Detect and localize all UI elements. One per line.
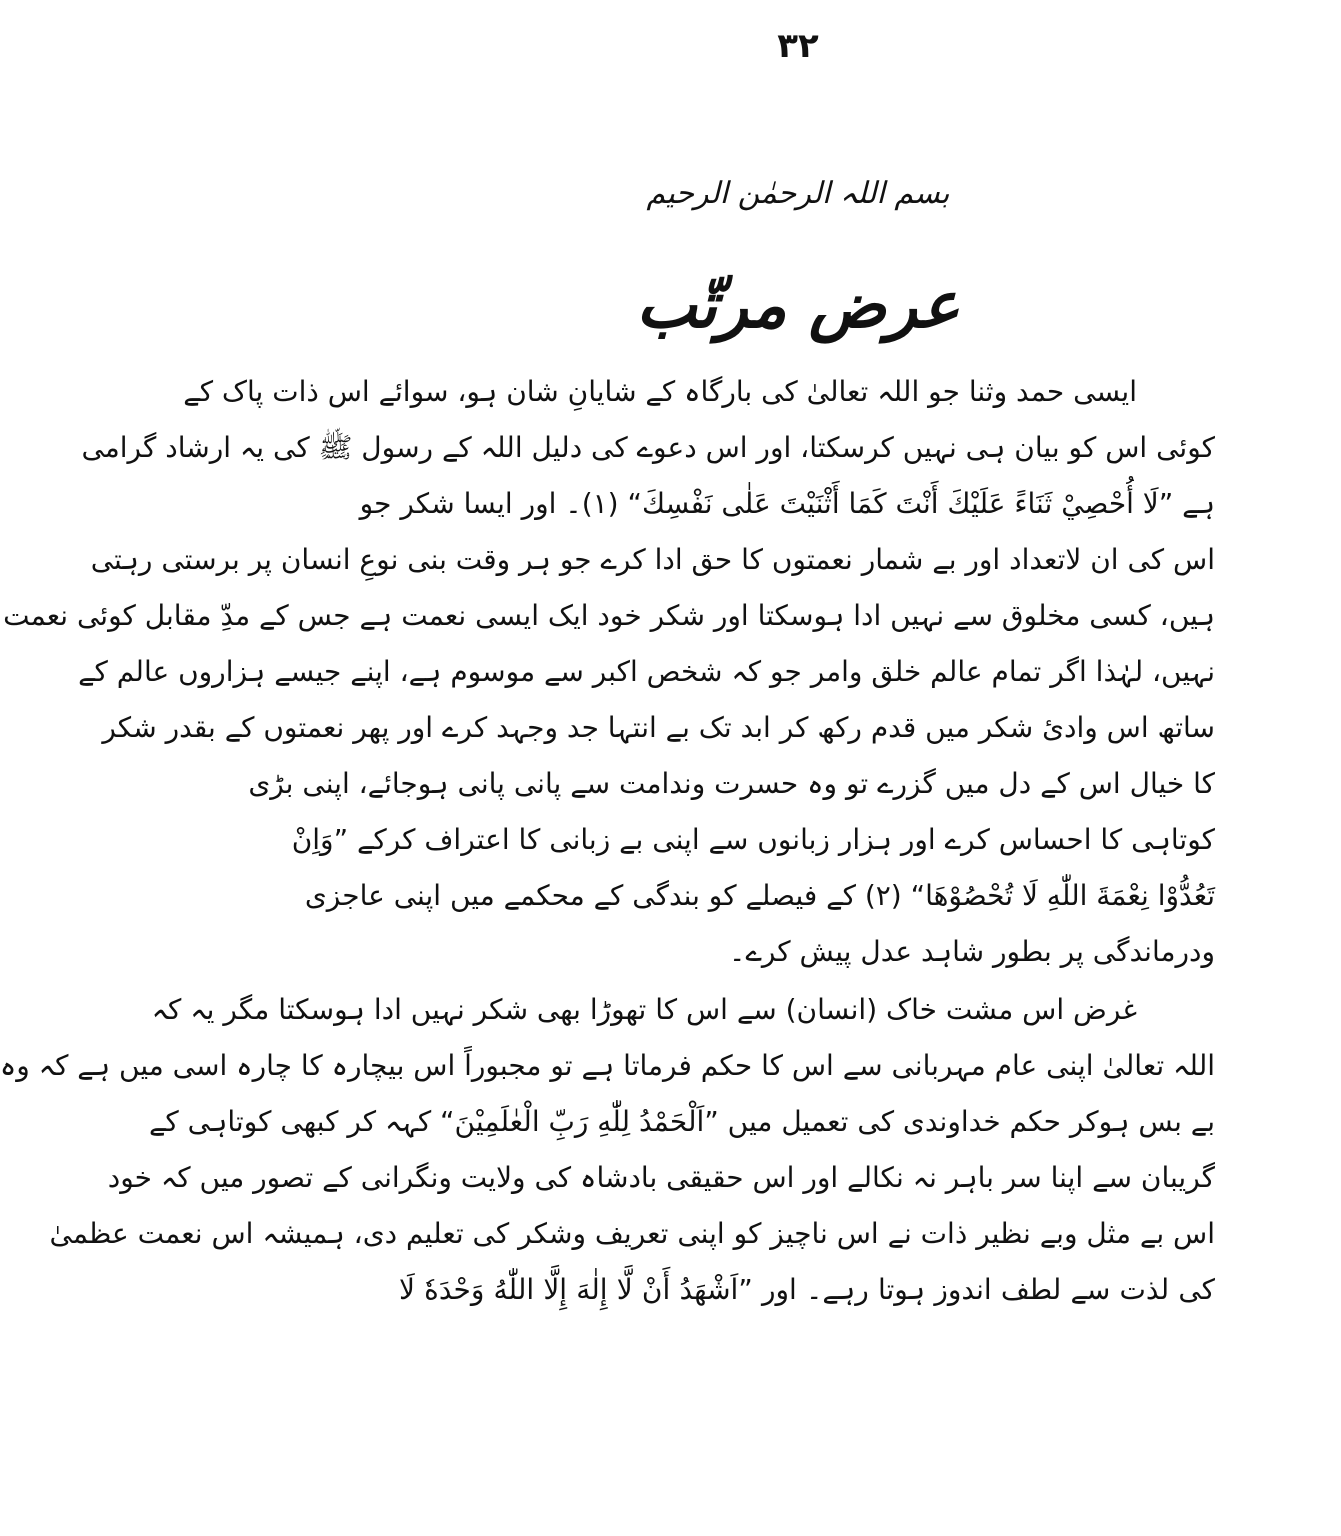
paragraph-2-line-4: گریبان سے اپنا سر باہر نہ نکالے اور اس حقیقی بادشاہ کی ولایت ونگرانی کے تصور میں کہ خود <box>107 1161 1215 1194</box>
paragraph-1-line-9: کوتاہی کا احساس کرے اور ہزار زبانوں سے اپنی بے زبانی کا اعتراف کرکے ”وَاِنْ <box>291 823 1215 856</box>
body-text <box>0 364 1215 1318</box>
paragraph-1-line-11: ودرماندگی پر بطور شاہد عدل پیش کرے۔ <box>729 935 1215 968</box>
page-title: عرض مرتّب <box>636 269 960 343</box>
paragraph-1-line-10: تَعُدُّوْا نِعْمَةَ اللّٰهِ لَا تُحْصُوْهَا“ (۲) کے فیصلے کو بندگی کے محکمے میں اپنی عاجزی <box>304 879 1215 912</box>
paragraph-1-line-1: ایسی حمد وثنا جو اللہ تعالیٰ کی بارگاہ کے شایانِ شان ہو، سوائے اس ذات پاک کے <box>183 375 1137 408</box>
paragraph-1-line-2: کوئی اس کو بیان ہی نہیں کرسکتا، اور اس دعوے کی دلیل اللہ کے رسول ﷺ کی یہ ارشاد گرامی <box>81 431 1215 464</box>
paragraph-1-line-5: ہیں، کسی مخلوق سے نہیں ادا ہوسکتا اور شکر خود ایک ایسی نعمت ہے جس کے مدِّ مقابل کوئی نعمت <box>3 599 1215 632</box>
paragraph-1-line-6: نہیں، لہٰذا اگر تمام عالم خلق وامر جو کہ شخص اکبر سے موسوم ہے، اپنے جیسے ہزاروں عالم کے <box>78 655 1215 688</box>
basmala-heading: بسم اللہ الرحمٰن الرحیم <box>646 176 950 211</box>
page-number: ۳۲ <box>777 26 819 66</box>
paragraph-2-line-5: اس بے مثل وبے نظیر ذات نے اس ناچیز کو اپنی تعریف وشکر کی تعلیم دی، ہمیشہ اس نعمت عظمیٰ <box>49 1217 1215 1250</box>
paragraph-1-line-3: ہے ”لَا أُحْصِيْ ثَنَاءً عَلَيْكَ أَنْتَ كَمَا أَثْنَيْتَ عَلٰى نَفْسِكَ“ (۱)۔ اور ایسا شکر جو <box>359 487 1215 520</box>
paragraph-1-line-4: اس کی ان لاتعداد اور بے شمار نعمتوں کا حق ادا کرے جو ہر وقت بنی نوعِ انسان پر برستی رہتی <box>90 543 1215 576</box>
paragraph-2-line-2: اللہ تعالیٰ اپنی عام مہربانی سے اس کا حکم فرماتا ہے تو مجبوراً اس بیچارہ کا چارہ اسی میں ہے کہ وہ <box>0 1049 1215 1082</box>
paragraph-2-line-1: غرض اس مشت خاک (انسان) سے اس کا تھوڑا بھی شکر نہیں ادا ہوسکتا مگر یہ کہ <box>151 993 1137 1026</box>
paragraph-1-line-7: ساتھ اس وادیٔ شکر میں قدم رکھ کر ابد تک بے انتہا جد وجہد کرے اور پھر نعمتوں کے بقدر شکر <box>102 711 1215 744</box>
paragraph-2-line-3: بے بس ہوکر حکم خداوندی کی تعمیل میں ”اَلْحَمْدُ لِلّٰهِ رَبِّ الْعٰلَمِيْنَ“ کہہ کر کبھی کوتاہی کے <box>149 1105 1215 1138</box>
paragraph-2-line-6: کی لذت سے لطف اندوز ہوتا رہے۔ اور ”اَشْهَدُ أَنْ لَّا إِلٰهَ إِلَّا اللّٰهُ وَحْدَهٗ لَا <box>399 1273 1215 1306</box>
paragraph-1-line-8: کا خیال اس کے دل میں گزرے تو وہ حسرت وندامت سے پانی پانی ہوجائے، اپنی بڑی <box>248 767 1215 800</box>
